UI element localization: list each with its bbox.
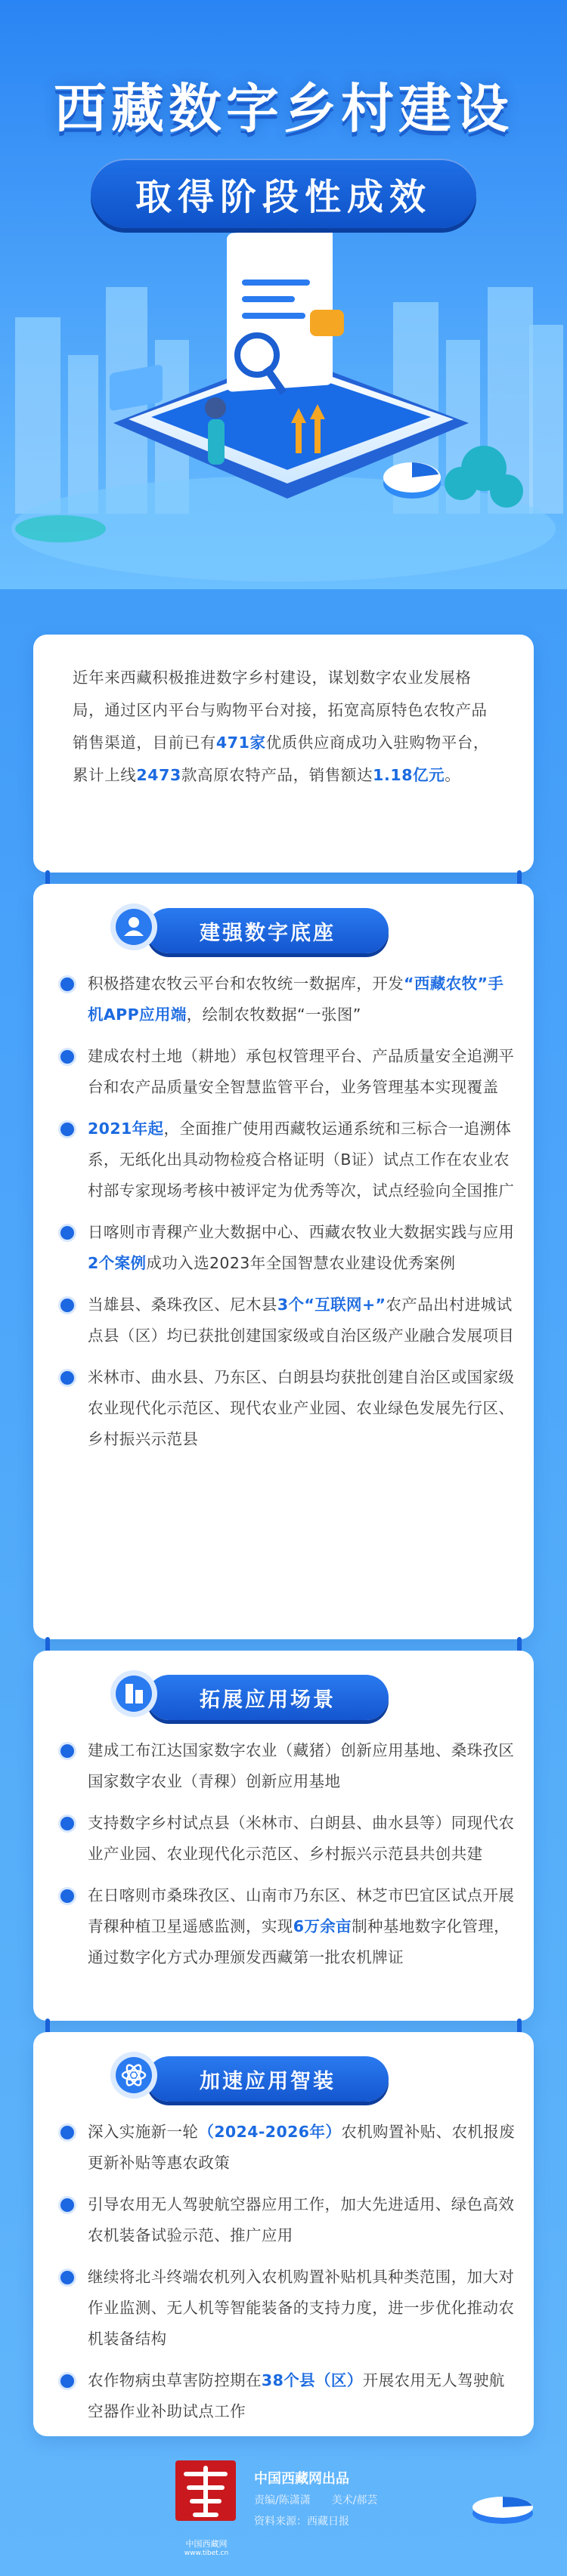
item-list: [56, 2117, 517, 2438]
section-header: [33, 1669, 534, 1722]
list-item: 继续将北斗终端农机列入农机购置补贴机具种类范围，加大对作业监测、无人机等智能装备的支持力度，进一步优化推动农机装备结构: [56, 2262, 517, 2355]
highlight-sales: 1.18亿元: [373, 766, 445, 784]
building-icon: [109, 1669, 159, 1719]
section-infrastructure: [33, 884, 534, 1639]
section-equipment: [33, 2032, 534, 2436]
section-title: 加速应用智装: [147, 2056, 389, 2102]
source: 资料来源：西藏日报: [254, 2516, 349, 2528]
section-title: 建强数字底座: [147, 908, 389, 953]
subtitle-banner: [91, 159, 476, 228]
subtitle: 取得阶段性成效: [135, 175, 432, 218]
highlight-products: 2473: [136, 766, 181, 784]
section-title: 拓展应用场景: [147, 1675, 389, 1720]
list-item: 支持数字乡村试点县（米林市、白朗县、曲水县等）同现代农业产业园、农业现代化示范区、乡村振兴示范县共创共建: [56, 1808, 517, 1870]
hero: [0, 0, 567, 589]
publisher: 中国西藏网出品: [254, 2471, 349, 2487]
logo-text: 中国西藏网 www.tibet.cn: [184, 2539, 229, 2557]
list-item: 当雄县、桑珠孜区、尼木县3个“互联网+”农产品出村进城试点县（区）均已获批创建国家级或自治区级产业融合发展项目: [56, 1290, 517, 1351]
list-item: 积极搭建农牧云平台和农牧统一数据库，开发“西藏农牧”手机APP应用端，绘制农牧数据“一张图”: [56, 968, 517, 1030]
item-list: [56, 1735, 517, 1984]
logo-icon: [175, 2460, 236, 2536]
credits: 责编/陈潇潇 美术/郝芸: [254, 2494, 378, 2507]
section-header: [33, 2050, 534, 2103]
item-list: [56, 968, 517, 1466]
list-item: 日喀则市青稞产业大数据中心、西藏农牧业大数据实践与应用2个案例成功入选2023年全国智慧农业建设优秀案例: [56, 1217, 517, 1279]
list-item: 引导农用无人驾驶航空器应用工作，加大先进适用、绿色高效农机装备试验示范、推广应用: [56, 2189, 517, 2251]
intro-text: 近年来西藏积极推进数字乡村建设，谋划数字农业发展格局，通过区内平台与购物平台对接，拓宽高原特色农牧产品销售渠道，目前已有471家优质供应商成功入驻购物平台，累计上线2473款高原农特产品，销售额达1.18亿元。: [73, 669, 490, 784]
highlight-suppliers: 471家: [215, 734, 266, 752]
list-item: 在日喀则市桑珠孜区、山南市乃东区、林芝市巴宜区试点开展青稞种植卫星遥感监测，实现6万余亩制种基地数字化管理，通过数字化方式办理颁发西藏第一批农机牌证: [56, 1880, 517, 1973]
user-icon: [109, 902, 159, 952]
section-header: [33, 902, 534, 955]
list-item: 深入实施新一轮（2024-2026年）农机购置补贴、农机报废更新补贴等惠农政策: [56, 2117, 517, 2179]
list-item: 建成农村土地（耕地）承包权管理平台、产品质量安全追溯平台和农产品质量安全智慧监管平台，业务管理基本实现覆盖: [56, 1041, 517, 1103]
section-scenarios: [33, 1651, 534, 2021]
list-item: 米林市、曲水县、乃东区、白朗县均获批创建自治区或国家级农业现代化示范区、现代农业产业园、农业绿色发展先行区、乡村振兴示范县: [56, 1362, 517, 1455]
list-item: 农作物病虫草害防控期在38个县（区）开展农用无人驾驶航空器作业补助试点工作: [56, 2365, 517, 2427]
footer: [0, 2444, 567, 2576]
intro-card: [33, 635, 534, 873]
chart-decoration-icon: [469, 2474, 537, 2527]
list-item: 建成工布江达国家数字农业（藏猪）创新应用基地、桑珠孜区国家数字农业（青稞）创新应用基地: [56, 1735, 517, 1797]
main-title: 西藏数字乡村建设: [54, 78, 513, 140]
list-item: 2021年起，全面推广使用西藏牧运通系统和三标合一追溯体系，无纸化出具动物检疫合格证明（B证）试点工作在农业农村部专家现场考核中被评定为优秀等次，试点经验向全国推广: [56, 1113, 517, 1206]
atom-icon: [109, 2050, 159, 2100]
